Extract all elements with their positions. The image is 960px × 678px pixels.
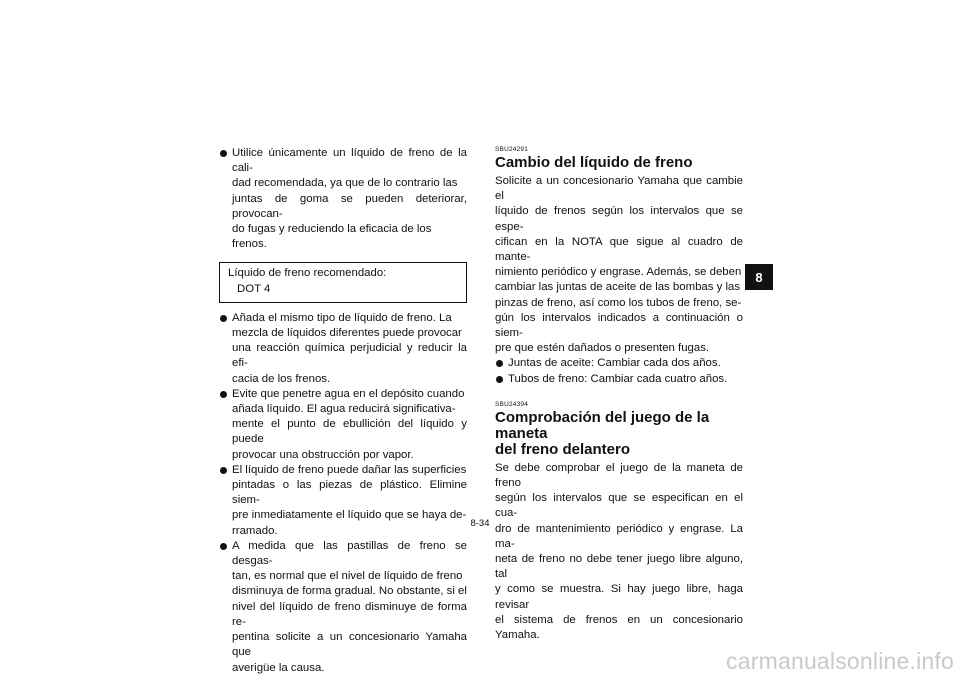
text-line: gún los intervalos indicados a continuación o siem- — [495, 311, 743, 340]
right-column — [495, 146, 743, 643]
text-line: A medida que las pastillas de freno se desgas- — [232, 539, 467, 568]
section-code: SBU24394 — [495, 400, 529, 408]
bullet-item — [219, 311, 467, 387]
text-line: una reacción química perjudicial y reducir la efi- — [232, 342, 467, 370]
text-line: neta de freno no debe tener juego libre alguno, tal — [495, 553, 743, 581]
note-label: Líquido de freno recomendado: — [228, 267, 387, 280]
bullet-item — [219, 387, 467, 463]
text-line: provocar una obstrucción por vapor. — [232, 448, 414, 461]
bullet-item — [219, 146, 467, 252]
text-line: nivel del líquido de freno disminuye de forma re- — [232, 600, 467, 628]
bullet-item — [495, 356, 743, 371]
text-line: do fugas y reduciendo la eficacia de los frenos. — [232, 223, 432, 251]
text-line: según los intervalos que se especifican en el cua- — [495, 492, 743, 520]
text-line: y como se muestra. Si hay juego libre, haga revisar — [495, 583, 743, 611]
text-line: Evite que penetre agua en el depósito cuando — [232, 387, 465, 400]
section-paragraph — [495, 461, 743, 643]
text-line: Juntas de aceite: Cambiar cada dos años. — [508, 357, 721, 370]
text-line: pre que estén dañados o presenten fugas. — [495, 342, 710, 355]
text-line: líquido de frenos según los intervalos que se espe- — [495, 205, 743, 233]
text-line: Añada el mismo tipo de líquido de freno. La — [232, 311, 452, 324]
text-line: rramado. — [232, 524, 278, 537]
watermark: carmanualsonline.info — [726, 648, 954, 674]
heading-line: del freno delantero — [495, 440, 631, 458]
text-line: pinzas de freno, así como los tubos de freno, se- — [495, 296, 742, 309]
text-line: mezcla de líquidos diferentes puede provocar — [232, 327, 462, 340]
text-line: el sistema de frenos en un concesionario Yamaha. — [495, 613, 743, 642]
section-gap — [495, 387, 743, 401]
recommended-fluid-box — [219, 262, 467, 302]
text-line: cambiar las juntas de aceite de las bombas y las — [495, 281, 741, 294]
note-value: DOT 4 — [237, 282, 271, 295]
text-line: tan, es normal que el nivel de líquido de freno — [232, 570, 463, 583]
text-line: Solicite a un concesionario Yamaha que cambie el — [495, 175, 743, 203]
section-code: SBU24291 — [495, 146, 529, 153]
section-paragraph — [495, 174, 743, 356]
text-line: dro de mantenimiento periódico y engrase. La ma- — [495, 522, 743, 550]
bullet-item — [219, 463, 467, 539]
text-line: pre inmediatamente el líquido que se haya de- — [232, 509, 467, 522]
left-column — [219, 146, 467, 676]
text-line: cacia de los frenos. — [232, 372, 331, 385]
text-line: El líquido de freno puede dañar las superficies — [232, 463, 467, 476]
chapter-tab: 8 — [745, 264, 773, 290]
text-line: Tubos de freno: Cambiar cada cuatro años. — [508, 372, 728, 385]
page-number: 8-34 — [470, 518, 490, 529]
text-line: mente el punto de ebullición del líquido y puede — [232, 418, 467, 446]
bullet-item — [219, 539, 467, 676]
text-line: disminuya de forma gradual. No obstante, si el — [232, 585, 467, 598]
text-line: cifican en la NOTA que sigue al cuadro de mante- — [495, 235, 743, 264]
text-line: pintadas o las piezas de plástico. Elimine siem- — [232, 479, 467, 507]
section-heading — [495, 410, 743, 458]
text-line: dad recomendada, ya que de lo contrario las — [232, 177, 458, 190]
text-line: Se debe comprobar el juego de la maneta de freno — [495, 461, 743, 490]
bullet-item — [495, 372, 743, 387]
text-line: añada líquido. El agua reducirá significativa- — [232, 403, 456, 416]
text-line: averigüe la causa. — [232, 661, 325, 674]
text-line: Utilice únicamente un líquido de freno de la cali- — [232, 147, 467, 175]
heading-line: Comprobación del juego de la maneta — [495, 408, 710, 442]
text-line: nimiento periódico y engrase. Además, se deben — [495, 266, 742, 279]
text-line: juntas de goma se pueden deteriorar, provocan- — [232, 192, 467, 220]
text-line: pentina solicite a un concesionario Yamaha que — [232, 631, 467, 659]
section-heading: Cambio del líquido de freno — [495, 154, 693, 171]
